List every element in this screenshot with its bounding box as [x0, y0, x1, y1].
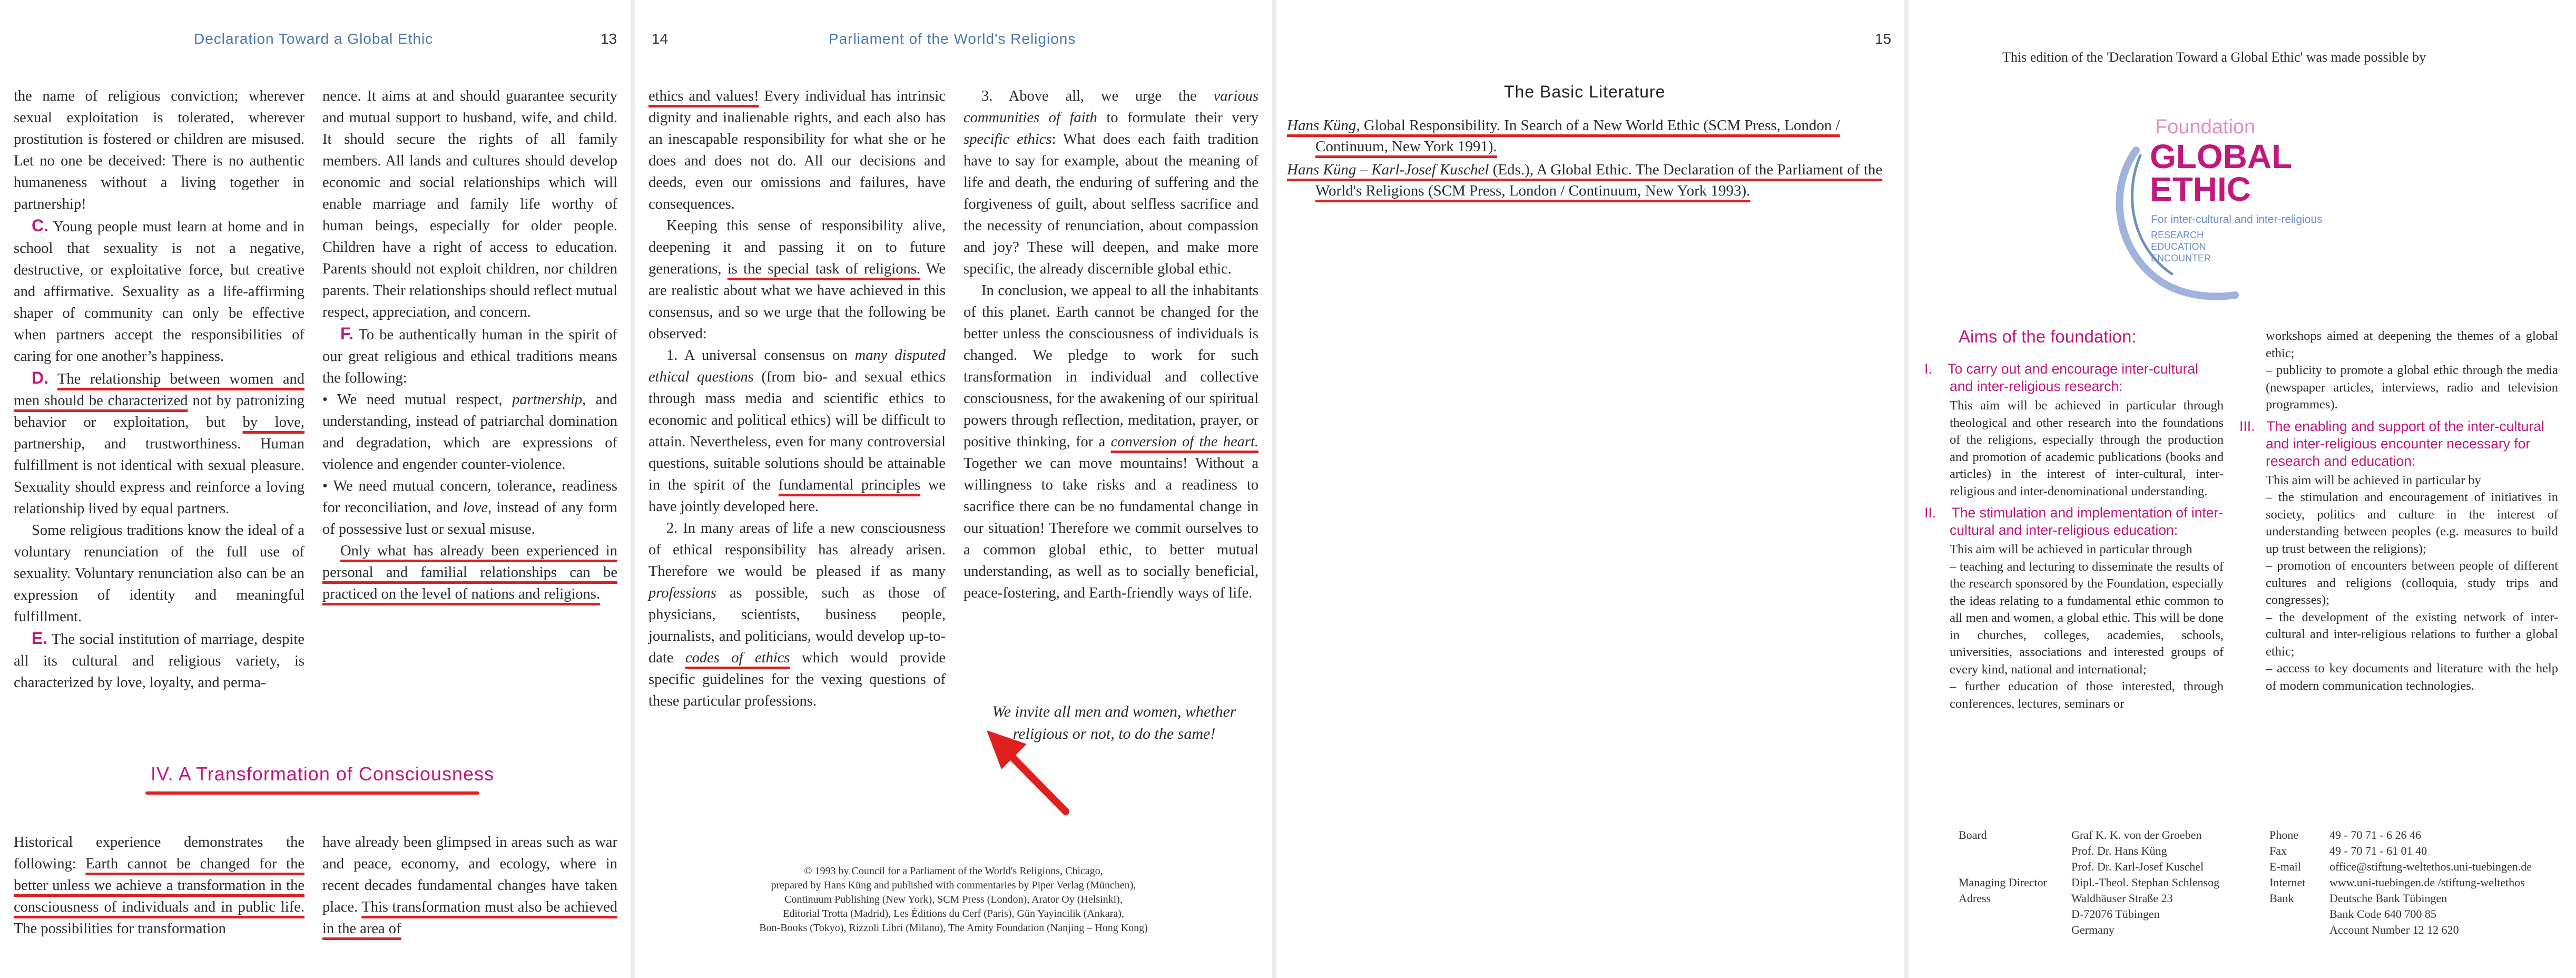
aim-body: – further education of those interested, through conferences, lectures, seminars or	[1950, 679, 2224, 711]
paragraph: have already been glimpsed in areas such as war and peace, economy, and ecology, where in recent decades fundamental changes have taken place. This transformation must also be achieved in the area of	[322, 834, 617, 937]
contact-label	[2269, 906, 2329, 922]
contact-table-left	[1959, 827, 2227, 938]
contact-label: Adress	[1959, 892, 1991, 905]
column-right	[963, 85, 1258, 604]
paragraph: In conclusion, we appeal to all the inhabitants of this planet. Earth cannot be changed for the better unless the consciousness of individuals is changed. We pledge to work for such transformation in individual and collective consciousness, for the awakening of our spiritual powers through reflection, meditation, prayer, or positive thinking, for a conversion of the heart. Together we can move mountains! Without a willingness to take risks and a readiness to sacrifice there can be no fundamental change in our situation! Therefore we commit ourselves to a common global ethic, to better mutual understanding, as well as to socially beneficial, peace-fostering, and Earth-friendly ways of life.	[963, 282, 1258, 601]
aim-heading: II. The stimulation and implementation of inter-cultural and inter-religious education:	[1924, 505, 2224, 538]
contact-value: 49 - 70 71 - 6 26 46	[2329, 828, 2422, 842]
highlight-underline: fundamental principles	[778, 477, 921, 493]
reference-item: Hans Küng – Karl-Josef Kuschel (Eds.), A Global Ethic. The Declaration of the Parliament of the World's Religions (SCM Press, London / Continuum, New York 1993).	[1287, 161, 1883, 199]
page-number: 15	[1875, 31, 1892, 47]
logo-pillars: RESEARCH EDUCATION ENCOUNTER	[2151, 230, 2211, 263]
aims-title: Aims of the foundation:	[1959, 327, 2137, 346]
contact-row	[2269, 827, 2539, 843]
paragraph	[322, 540, 617, 605]
contact-row	[2269, 875, 2539, 891]
paragraph: the name of religious conviction; wherever sexual exploitation is tolerated, wherever prostitution is fostered or children are misused. Let no one be deceived: There is no authentic humaneness without a living together in partnership!	[14, 88, 304, 212]
foundation-logo	[2103, 113, 2377, 303]
contact-row	[1959, 843, 2227, 859]
page-13	[0, 0, 631, 978]
highlight-underline: This transformation must also be achieved in the area of	[322, 899, 617, 937]
contact-value: Bank Code 640 700 85	[2329, 907, 2436, 921]
paragraph: 1. A universal consensus on many disputed ethical questions (from bio- and sexual ethics through mass media and scientific ethics to economic and political ethics) will be difficult to attain. Nevertheless, even for many controversial questions, suitable solutions should be attainable in the spirit of the fundamental principles we have jointly developed here.	[648, 347, 946, 515]
paragraph: 3. Above all, we urge the various communities of faith to formulate their very specific ethics: What does each faith tradition have to say for example, about the meaning of life and death, the enduring of suffering and the forgiveness of guilt, about selfless sacrifice and the necessity of renunciation, about compassion and joy? These will deepen, and make more specific, the already discernible global ethic.	[963, 88, 1258, 277]
contact-value: Graf K. K. von der Groeben	[2071, 828, 2202, 842]
foundation-page	[1909, 0, 2576, 978]
contact-value: www.uni-tuebingen.de /stiftung-weltethos	[2329, 876, 2525, 889]
contact-label	[1959, 906, 2071, 922]
bullet-item: • We need mutual concern, tolerance, readiness for reconciliation, and love, instead of any form of possessive lust or sexual misuse.	[322, 478, 617, 537]
edition-note: This edition of the 'Declaration Toward a Global Ethic' was made possible by	[2002, 50, 2426, 65]
literature-title: The Basic Literature	[1504, 82, 1666, 101]
page-15	[1276, 0, 1904, 978]
contact-value: Deutsche Bank Tübingen	[2329, 892, 2447, 905]
contact-value: 49 - 70 71 - 61 01 40	[2329, 844, 2427, 857]
aim-body: This aim will be achieved in particular through	[1950, 542, 2192, 556]
contact-value: Prof. Dr. Karl-Josef Kuschel	[2071, 860, 2204, 873]
page-14	[635, 0, 1272, 978]
logo-global: GLOBAL	[2150, 138, 2293, 175]
aim-body: – publicity to promote a global ethic through the media (newspaper articles, interviews, radio and television programmes).	[2266, 363, 2558, 412]
contact-row	[2269, 906, 2539, 922]
literature-list	[1287, 115, 1895, 203]
highlight-underline: Only what has already been experienced in personal and familial relationships can be practiced on the level of nations and religions.	[322, 543, 617, 602]
paragraph: ethics and values! Every individual has intrinsic dignity and inalienable rights, and each also has an inescapable responsibility for what she or he does and does not do. All our decisions and deeds, even our omissions and failures, have consequences.	[648, 88, 946, 212]
aim-body: – the stimulation and encouragement of initiatives in society, politics and culture in the interest of understanding between peoples (e.g. measures to build up trust between the religions);	[2266, 490, 2558, 556]
contact-label	[1959, 859, 2071, 875]
paragraph: Historical experience demonstrates the following: Earth cannot be changed for the better unless we achieve a transformation in the consciousness of individuals and in public life. The possibilities for transformation	[14, 834, 304, 937]
contact-value: Prof. Dr. Hans Küng	[2071, 844, 2167, 857]
contact-value: office@stiftung-weltethos.uni-tuebingen.de	[2329, 860, 2532, 873]
logo-ethic: ETHIC	[2150, 170, 2251, 208]
highlight-underline: by love,	[242, 414, 304, 431]
contact-label	[2269, 922, 2329, 938]
contact-row	[1959, 859, 2227, 875]
contact-left	[1959, 827, 2227, 938]
paragraph: nence. It aims at and should guarantee security and mutual support to husband, wife, and child. It should secure the rights of all family members. All lands and cultures should develop economic and social relationships which will enable marriage and family life worthy of human beings, especially for older people. Children have a right of access to education. Parents should not exploit children, nor children parents. Their relationships should reflect mutual respect, appreciation, and concern.	[322, 88, 617, 320]
page-number: 14	[652, 31, 668, 47]
contact-value: Germany	[2071, 923, 2115, 936]
aim-body: – teaching and lecturing to disseminate the results of the research sponsored by the Foundation, especially the ideas relating to a fundamental ethic common to all men and women, a global ethic. This will be done in churches, colleges, academies, schools, universities, associations and interested groups of every kind, national and international;	[1950, 559, 2224, 677]
aim-body: – the development of the existing network of inter-cultural and inter-religious relations to further a global ethic;	[2266, 610, 2558, 659]
page-number: 13	[601, 31, 617, 47]
contact-row	[2269, 922, 2539, 938]
contact-label: Bank	[2269, 892, 2294, 905]
contact-label: Fax	[2269, 844, 2287, 857]
aim-heading: I. To carry out and encourage inter-cultural and inter-religious research:	[1924, 361, 2198, 394]
aim-body: – access to key documents and literature with the help of modern communication technologies.	[2266, 661, 2558, 693]
section-title: IV. A Transformation of Consciousness	[151, 763, 495, 785]
aims-column-left	[1924, 356, 2224, 712]
column-left	[14, 85, 304, 693]
aim-body: – promotion of encounters between people of different cultures and religions (colloquia, study trips and congresses);	[2266, 559, 2558, 607]
column-left-bottom	[14, 832, 304, 940]
contact-value: Account Number 12 12 620	[2329, 923, 2459, 936]
contact-row	[1959, 875, 2227, 891]
contact-label	[1959, 843, 2071, 859]
contact-right	[2269, 827, 2539, 938]
contact-value: D-72076 Tübingen	[2071, 907, 2160, 921]
paragraph: Keeping this sense of responsibility alive, deepening it and passing it on to future generations, is the special task of religions. We are realistic about what we have achieved in this consensus, and so we urge that the following be observed:	[648, 218, 946, 342]
red-arrow-annotation	[845, 685, 1077, 822]
contact-label: Internet	[2269, 876, 2306, 889]
contact-row	[2269, 843, 2539, 859]
contact-row	[2269, 891, 2539, 906]
closing-invitation: We invite all men and women, whether religious or not, to do the same!	[992, 703, 1236, 742]
contact-row	[1959, 891, 2227, 906]
title-underline	[145, 791, 479, 795]
highlight-underline: ethics and values!	[648, 88, 759, 104]
aims-column-right	[2239, 328, 2558, 695]
paragraph-f: F. To be authentically human in the spirit of our great religious and ethical traditions means the following:	[322, 324, 617, 386]
aim-body: This aim will be achieved in particular through theological and other research into the foundations of the religions, especially through the production and promotion of academic publications (books and articles) in the interest of inter-cultural, inter-religious and inter-denominational understanding.	[1950, 398, 2224, 498]
contact-row	[1959, 922, 2227, 938]
contact-label: Phone	[2269, 828, 2298, 842]
paragraph: Some religious traditions know the ideal of a voluntary renunciation of the full use of sexuality. Voluntary renunciation also can be an expression of identity and meaningful fulfillment.	[14, 522, 304, 625]
column-left	[648, 85, 946, 712]
column-right-bottom	[322, 832, 617, 940]
copyright-block: © 1993 by Council for a Parliament of the World's Religions, Chicago, prepared by Hans Küng and published with commentaries by Piper Verlag (München), Continuum Publishing (New York), SCM Press (London), Arator Oy (Helsinki), Editorial Trotta (Madrid), Les Éditions du Cerf (Paris), Gün Yayincilik (Ankara), Bon-Books (Tokyo), Rizzoli Libri (Milano), The Amity Foundation (Nanjing – Hong Kong)	[759, 865, 1148, 934]
highlight-underline: codes of ethics	[685, 650, 790, 666]
contact-value: Waldhäuser Straße 23	[2071, 892, 2173, 905]
contact-label: E-mail	[2269, 860, 2301, 873]
paragraph-c: C. Young people must learn at home and in school that sexuality is not a negative, destructive, or exploitative force, but creative and affirmative. Sexuality as a life-affirming shaper of community can only be effective when partners accept the responsibilities of caring for one another’s happiness.	[14, 216, 304, 365]
column-right	[322, 85, 617, 605]
running-header: Declaration Toward a Global Ethic	[194, 31, 434, 47]
contact-row	[1959, 827, 2227, 843]
running-header: Parliament of the World's Religions	[829, 31, 1076, 47]
aim-body: This aim will be achieved in particular by	[2266, 473, 2481, 487]
paragraph: 2. In many areas of life a new consciousness of ethical responsibility has already arisen. Therefore we would be pleased if as many professions as possible, such as those of physicians, scientists, business people, journalists, and politicians, would develop up-to-date codes of ethics which would provide specific guidelines for the vexing questions of these particular professions.	[648, 520, 946, 709]
bullet-item: • We need mutual respect, partnership, and understanding, instead of patriarchal domination and degradation, which are expressions of violence and engender counter-violence.	[322, 392, 617, 473]
highlight-underline: The relationship between women and men should be characterized	[14, 371, 304, 409]
reference-item: Hans Küng, Global Responsibility. In Search of a New World Ethic (SCM Press, London / Continuum, New York 1991).	[1287, 117, 1840, 155]
highlight-underline: is the special task of religions.	[727, 261, 920, 277]
contact-label	[1959, 922, 2071, 938]
contact-row	[1959, 906, 2227, 922]
logo-foundation: Foundation	[2155, 116, 2256, 138]
highlight-underline: Earth cannot be changed for the better unless we achieve a transformation in the consciousness of individuals and in public life.	[14, 856, 304, 915]
logo-tagline: For inter-cultural and inter-religious	[2151, 213, 2323, 226]
paragraph-e: E. The social institution of marriage, despite all its cultural and religious variety, is characterized by love, loyalty, and perma-	[14, 629, 304, 691]
highlight-underline: conversion of the heart.	[1110, 434, 1258, 450]
contact-label: Board	[1959, 828, 1987, 842]
aim-heading: III. The enabling and support of the inter-cultural and inter-religious encounter necessary for research and education:	[2239, 418, 2544, 469]
contact-value: Dipl.-Theol. Stephan Schlensog	[2071, 876, 2220, 889]
aim-body: workshops aimed at deepening the themes of a global ethic;	[2266, 329, 2558, 360]
paragraph-d: D. The relationship between women and men should be characterized not by patronizing behavior or exploitation, but by love, partnership, and trustworthiness. Human fulfillment is not identical with sexual pleasure. Sexuality should express and reinforce a loving relationship lived by equal partners.	[14, 368, 304, 517]
contact-row	[2269, 859, 2539, 875]
contact-label: Managing Director	[1959, 876, 2047, 889]
contact-table-right	[2269, 827, 2539, 938]
